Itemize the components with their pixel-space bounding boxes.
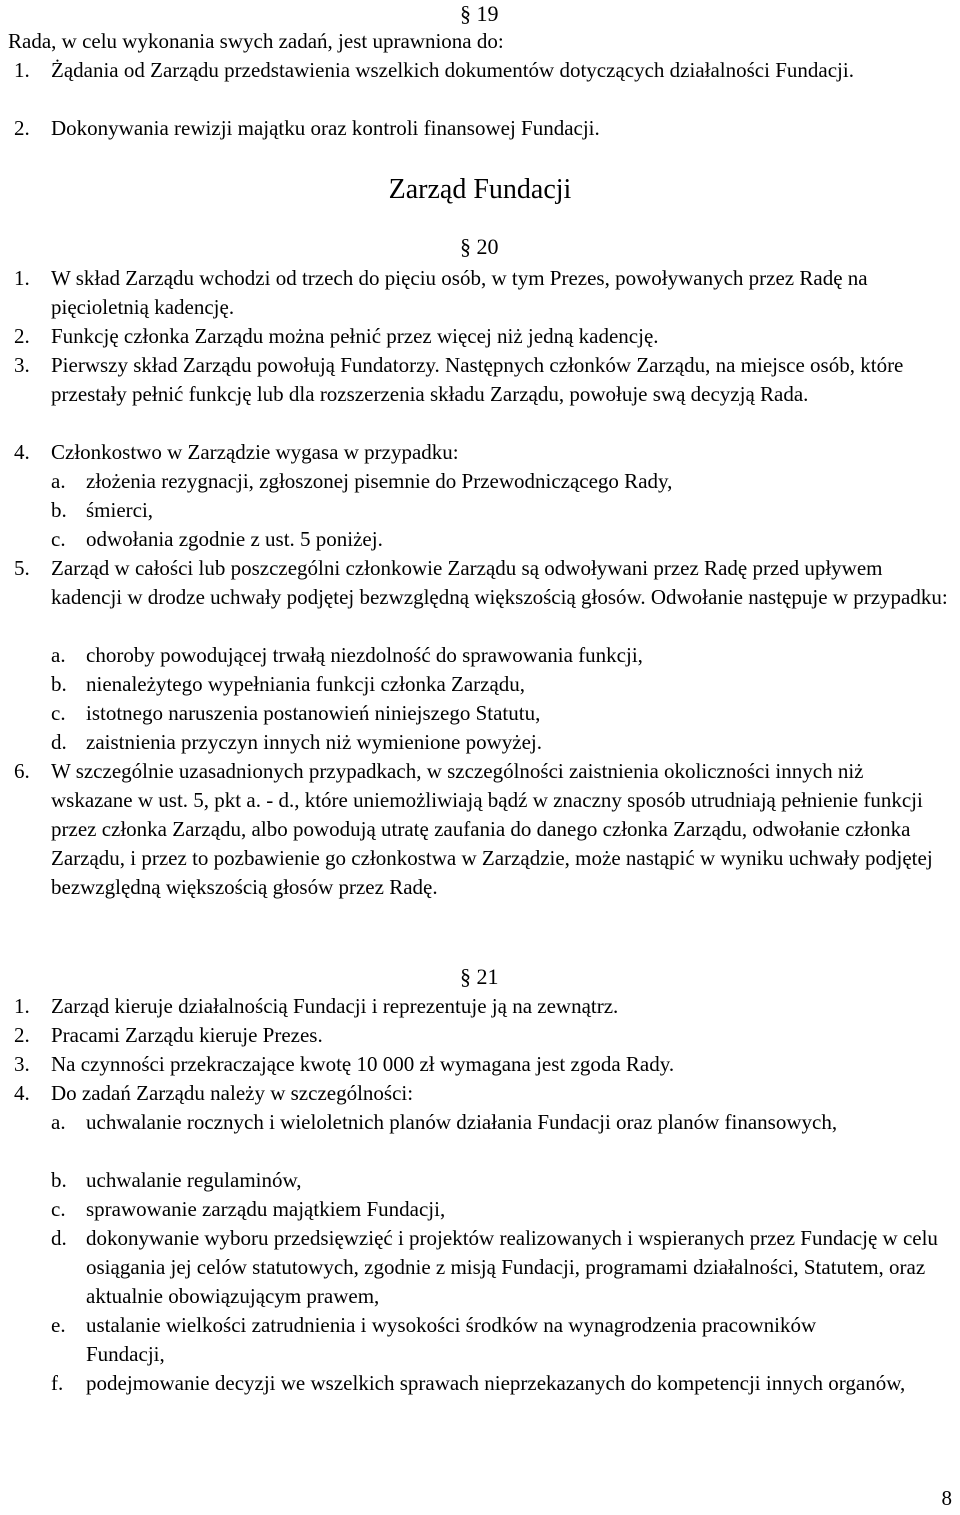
item-number: 2. [14, 116, 30, 140]
sub-text: dokonywanie wyboru przedsięwzięć i projektów realizowanych i wspieranych przez Fundację w celu osiągania jej celów statutowych, zgodnie z misją Fundacji, programami działalności, Statutem, oraz aktualnie obowiązującym prawem, [86, 1226, 938, 1308]
item-number: 6. [14, 759, 30, 783]
section-19-mark: § 19 [460, 1, 499, 26]
list-item [14, 56, 934, 85]
sub-letter: e. [51, 1313, 66, 1337]
item-text: Pracami Zarządu kieruje Prezes. [51, 1023, 323, 1047]
sub-letter: c. [51, 1197, 66, 1221]
list-item [14, 322, 934, 351]
sub-letter: c. [51, 701, 66, 725]
sub-letter: d. [51, 1226, 67, 1250]
sub-letter: b. [51, 672, 67, 696]
sub-letter: f. [51, 1371, 64, 1395]
sub-item [51, 1311, 871, 1369]
item-text: Zarząd w całości lub poszczególni członkowie Zarządu są odwoływani przez Radę przed upływem kadencji w drodze uchwały podjętej bezwzględną większością głosów. Odwołanie następuje w przypadku: [51, 556, 948, 609]
sub-letter: a. [51, 643, 66, 667]
item-text: Członkostwo w Zarządzie wygasa w przypadku: [51, 440, 459, 464]
sub-letter: c. [51, 527, 66, 551]
item-number: 4. [14, 440, 30, 464]
sub-item [51, 525, 941, 554]
sub-text: uchwalanie rocznych i wieloletnich planów działania Fundacji oraz planów finansowych, [86, 1110, 838, 1134]
sub-item [51, 496, 941, 525]
sub-text: choroby powodującej trwałą niezdolność do sprawowania funkcji, [86, 643, 643, 667]
item-text: W szczególnie uzasadnionych przypadkach, w szczególności zaistnienia okoliczności innych niż wskazane w ust. 5, pkt a. - d., które uniemożliwiają bądź w znaczny sposób utrudniają pełnienie funkcji przez członka Zarządu, albo powodują utratę zaufania do danego członka Zarządu, odwołanie członka Zarządu, i przez to pozbawienie go członkostwa w Zarządzie, może nastąpić w wyniku uchwały podjętej bezwzględną większością głosów przez Radę. [51, 759, 933, 899]
sub-text: sprawowanie zarządu majątkiem Fundacji, [86, 1197, 446, 1221]
chapter-heading: Zarząd Fundacji [388, 174, 572, 205]
sub-item [51, 699, 941, 728]
page-number: 8 [941, 1486, 952, 1510]
item-number: 3. [14, 1052, 30, 1076]
sub-item [51, 1195, 941, 1224]
sub-text: zaistnienia przyczyn innych niż wymienione powyżej. [86, 730, 543, 754]
sub-text: uchwalanie regulaminów, [86, 1168, 302, 1192]
item-number: 3. [14, 353, 30, 377]
item-number: 2. [14, 1023, 30, 1047]
sub-text: odwołania zgodnie z ust. 5 poniżej. [86, 527, 383, 551]
item-number: 1. [14, 266, 30, 290]
sub-item [51, 1108, 871, 1137]
list-item [14, 1079, 934, 1108]
sub-item [51, 670, 941, 699]
sub-text: ustalanie wielkości zatrudnienia i wysokości środków na wynagrodzenia pracowników Fundacji, [86, 1313, 817, 1366]
list-item [14, 351, 934, 409]
sub-item [51, 467, 941, 496]
item-text: Pierwszy skład Zarządu powołują Fundatorzy. Następnych członków Zarządu, na miejsce osób, które przestały pełnić funkcję lub dla rozszerzenia składu Zarządu, powołuje swą decyzją Rada. [51, 353, 904, 406]
list-item [14, 757, 934, 902]
sub-text: podejmowanie decyzji we wszelkich sprawach nieprzekazanych do kompetencji innych organów, [86, 1371, 906, 1395]
sub-text: śmierci, [86, 498, 154, 522]
list-item [14, 554, 954, 612]
sub-letter: d. [51, 730, 67, 754]
section-19-intro: Rada, w celu wykonania swych zadań, jest uprawniona do: [8, 29, 504, 53]
item-number: 5. [14, 556, 30, 580]
list-item [14, 1021, 934, 1050]
section-21-mark: § 21 [460, 964, 499, 989]
item-number: 2. [14, 324, 30, 348]
item-number: 4. [14, 1081, 30, 1105]
item-text: W skład Zarządu wchodzi od trzech do pięciu osób, w tym Prezes, powoływanych przez Radę na pięcioletnią kadencję. [51, 266, 868, 319]
list-item [14, 264, 954, 322]
item-text: Funkcję członka Zarządu można pełnić przez więcej niż jedną kadencję. [51, 324, 659, 348]
sub-item [51, 1369, 941, 1398]
sub-letter: b. [51, 498, 67, 522]
item-number: 1. [14, 994, 30, 1018]
sub-text: istotnego naruszenia postanowień niniejszego Statutu, [86, 701, 541, 725]
sub-item [51, 1166, 941, 1195]
list-item [14, 438, 934, 467]
item-text: Zarząd kieruje działalnością Fundacji i reprezentuje ją na zewnątrz. [51, 994, 619, 1018]
sub-letter: a. [51, 469, 66, 493]
sub-item [51, 1224, 956, 1311]
section-20-mark: § 20 [460, 234, 499, 259]
sub-text: nienależytego wypełniania funkcji członka Zarządu, [86, 672, 526, 696]
item-text: Na czynności przekraczające kwotę 10 000 zł wymagana jest zgoda Rady. [51, 1052, 675, 1076]
sub-letter: a. [51, 1110, 66, 1134]
list-item [14, 114, 934, 143]
sub-letter: b. [51, 1168, 67, 1192]
sub-item [51, 728, 941, 757]
sub-item [51, 641, 941, 670]
list-item [14, 1050, 934, 1079]
item-text: Dokonywania rewizji majątku oraz kontroli finansowej Fundacji. [51, 116, 600, 140]
item-text: Żądania od Zarządu przedstawienia wszelkich dokumentów dotyczących działalności Fundacji. [51, 58, 854, 82]
item-number: 1. [14, 58, 30, 82]
list-item [14, 992, 934, 1021]
item-text: Do zadań Zarządu należy w szczególności: [51, 1081, 414, 1105]
sub-text: złożenia rezygnacji, zgłoszonej pisemnie do Przewodniczącego Rady, [86, 469, 673, 493]
